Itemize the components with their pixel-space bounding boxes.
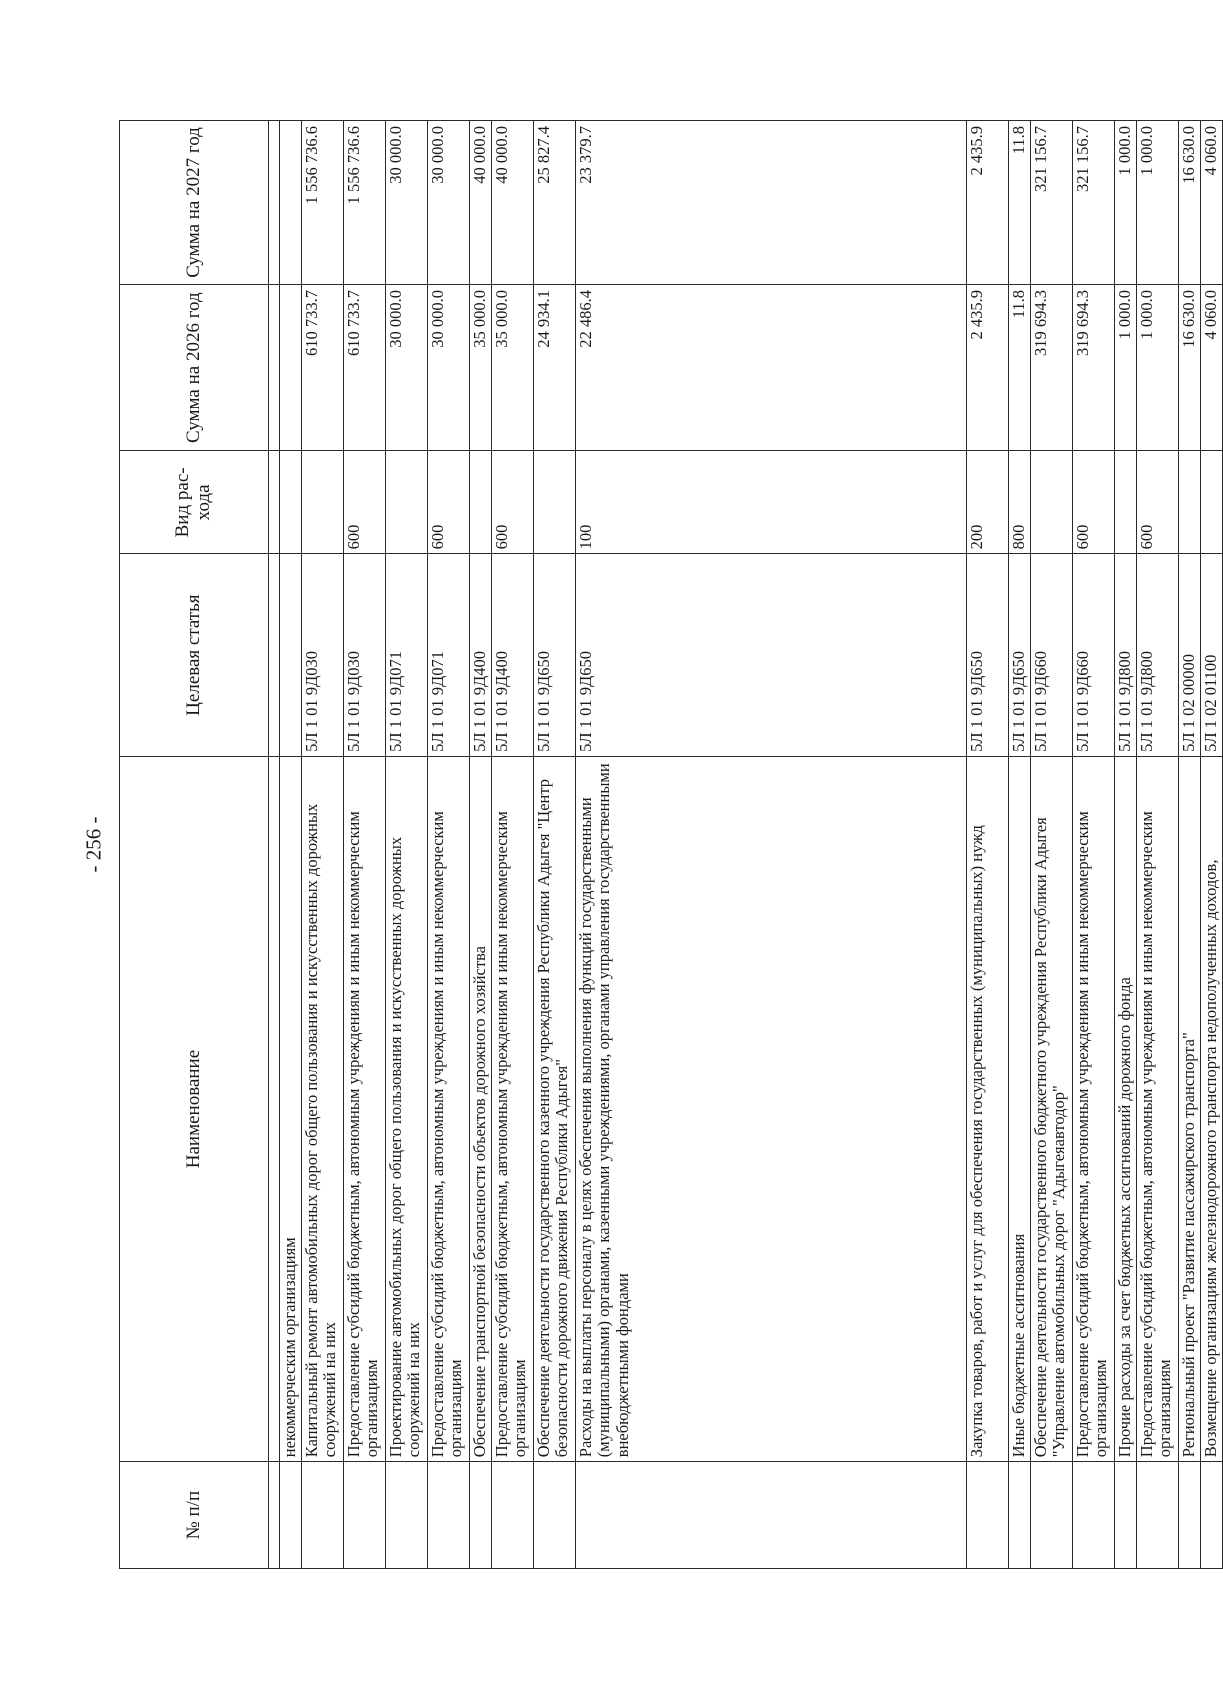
cell-sum-2027: 1 000.0 (1137, 121, 1179, 285)
cell-target: 5Л 1 01 9Д030 (302, 554, 344, 756)
page-number: - 256 - (81, 816, 106, 873)
cell-kind (534, 451, 576, 554)
cell-sum-2027: 23 379.7 (576, 121, 967, 285)
table-row (1201, 121, 1223, 1569)
cell-name: Иные бюджетные ассигнования (1009, 756, 1031, 1461)
cell-name: Региональный проект "Развитие пассажирского транспорта" (1179, 756, 1201, 1461)
cell-kind: 100 (576, 451, 967, 554)
cell-kind (1031, 451, 1073, 554)
cell-kind (1115, 451, 1137, 554)
table-header-row (120, 121, 269, 1569)
cell-name: Расходы на выплаты персоналу в целях обеспечения выполнения функций государственными (муниципальными) органами, казенными учреждениями, органами управления государственными внебюджетными фондами (576, 756, 967, 1461)
cell-target: 5Л 1 01 9Д650 (576, 554, 967, 756)
cell-sum-2027: 321 156.7 (1073, 121, 1115, 285)
table-row (534, 121, 576, 1569)
cell-target: 5Л 1 01 9Д660 (1073, 554, 1115, 756)
cell-name: Капитальный ремонт автомобильных дорог общего пользования и искусственных дорожных сооружений на них (302, 756, 344, 1461)
table-row (344, 121, 386, 1569)
cell-kind (302, 451, 344, 554)
cell-sum-2026: 16 630.0 (1179, 284, 1201, 450)
cell-target: 5Л 1 01 9Д650 (1009, 554, 1031, 756)
table-row (470, 121, 492, 1569)
cell-num (470, 1462, 492, 1569)
cell-sum-2026: 610 733.7 (302, 284, 344, 450)
cell-name: Предоставление субсидий бюджетным, автономным учреждениям и иным некоммерческим организациям (1137, 756, 1179, 1461)
table-row (428, 121, 470, 1569)
cell-sum-2026: 22 486.4 (576, 284, 967, 450)
cell-target: 5Л 1 01 9Д660 (1031, 554, 1073, 756)
cell-sum-2027: 2 435.9 (967, 121, 1009, 285)
cell-sum-2026: 11.8 (1009, 284, 1031, 450)
cell-kind: 600 (428, 451, 470, 554)
cell-target: 5Л 1 02 00000 (1179, 554, 1201, 756)
cell-target: 5Л 1 01 9Д071 (386, 554, 428, 756)
cell-num (386, 1462, 428, 1569)
cell-num (576, 1462, 967, 1569)
table-row (492, 121, 534, 1569)
cell-sum-2027: 4 060.0 (1201, 121, 1223, 285)
cell-name: некоммерческим организациям (280, 756, 302, 1461)
cell-name: Закупка товаров, работ и услуг для обеспечения государственных (муниципальных) нужд (967, 756, 1009, 1461)
cell-sum-2027: 40 000.0 (492, 121, 534, 285)
cell-target: 5Л 1 01 9Д030 (344, 554, 386, 756)
table-row (576, 121, 967, 1569)
cell-num (967, 1462, 1009, 1569)
header-num: № п/п (120, 1462, 269, 1569)
cell-num (1179, 1462, 1201, 1569)
cell-kind: 600 (1137, 451, 1179, 554)
header-target: Целевая статья (120, 554, 269, 756)
cell-sum-2026 (280, 284, 302, 450)
cell-sum-2026: 1 000.0 (1137, 284, 1179, 450)
cell-name: Предоставление субсидий бюджетным, автономным учреждениям и иным некоммерческим организациям (1073, 756, 1115, 1461)
cell-kind: 600 (344, 451, 386, 554)
cell-name: Предоставление субсидий бюджетным, автономным учреждениям и иным некоммерческим организациям (428, 756, 470, 1461)
cell-sum-2027: 30 000.0 (428, 121, 470, 285)
cell-kind (1179, 451, 1201, 554)
cell-num (428, 1462, 470, 1569)
rotated-page-content (119, 120, 1223, 1569)
cell-kind (1201, 451, 1223, 554)
table-row (1073, 121, 1115, 1569)
cell-sum-2026: 30 000.0 (428, 284, 470, 450)
table-row (1115, 121, 1137, 1569)
cell-sum-2026: 319 694.3 (1073, 284, 1115, 450)
cell-num (492, 1462, 534, 1569)
cell-num (1201, 1462, 1223, 1569)
cell-sum-2026: 1 000.0 (1115, 284, 1137, 450)
cell-target: 5Л 1 01 9Д650 (534, 554, 576, 756)
cell-sum-2026: 2 435.9 (967, 284, 1009, 450)
cell-num (302, 1462, 344, 1569)
cell-name: Предоставление субсидий бюджетным, автономным учреждениям и иным некоммерческим организациям (344, 756, 386, 1461)
table-row (1009, 121, 1031, 1569)
cell-kind: 800 (1009, 451, 1031, 554)
cell-num (280, 1462, 302, 1569)
cell-sum-2027: 25 827.4 (534, 121, 576, 285)
table-row (302, 121, 344, 1569)
cell-sum-2027: 1 556 736.6 (344, 121, 386, 285)
cell-sum-2026: 24 934.1 (534, 284, 576, 450)
cell-target: 5Л 1 02 01100 (1201, 554, 1223, 756)
cell-sum-2026: 610 733.7 (344, 284, 386, 450)
table-spacer-row (269, 121, 280, 1569)
cell-kind (280, 451, 302, 554)
cell-target: 5Л 1 01 9Д650 (967, 554, 1009, 756)
cell-sum-2027: 16 630.0 (1179, 121, 1201, 285)
cell-target: 5Л 1 01 9Д800 (1115, 554, 1137, 756)
header-sum-2027: Сумма на 2027 год (120, 121, 269, 285)
cell-sum-2027: 1 556 736.6 (302, 121, 344, 285)
cell-num (1031, 1462, 1073, 1569)
cell-kind: 600 (492, 451, 534, 554)
cell-kind (470, 451, 492, 554)
cell-sum-2027: 1 000.0 (1115, 121, 1137, 285)
cell-target: 5Л 1 01 9Д071 (428, 554, 470, 756)
cell-sum-2026: 30 000.0 (386, 284, 428, 450)
cell-target (280, 554, 302, 756)
cell-name: Обеспечение транспортной безопасности объектов дорожного хозяйства (470, 756, 492, 1461)
budget-table (119, 120, 1223, 1569)
table-row (1137, 121, 1179, 1569)
cell-name: Проектирование автомобильных дорог общего пользования и искусственных дорожных сооружений на них (386, 756, 428, 1461)
cell-name: Обеспечение деятельности государственного казенного учреждения Республики Адыгея "Центр безопасности дорожного движения Республики Адыгея" (534, 756, 576, 1461)
cell-target: 5Л 1 01 9Д400 (492, 554, 534, 756)
cell-sum-2026: 4 060.0 (1201, 284, 1223, 450)
cell-sum-2027: 321 156.7 (1031, 121, 1073, 285)
cell-num (1115, 1462, 1137, 1569)
cell-sum-2026: 35 000.0 (492, 284, 534, 450)
header-kind: Вид рас-хода (120, 451, 269, 554)
table-row (280, 121, 302, 1569)
cell-num (534, 1462, 576, 1569)
cell-sum-2027: 11.8 (1009, 121, 1031, 285)
cell-num (344, 1462, 386, 1569)
cell-kind: 200 (967, 451, 1009, 554)
table-row (967, 121, 1009, 1569)
cell-sum-2027 (280, 121, 302, 285)
cell-target: 5Л 1 01 9Д400 (470, 554, 492, 756)
cell-name: Прочие расходы за счет бюджетных ассигнований дорожного фонда (1115, 756, 1137, 1461)
cell-sum-2027: 40 000.0 (470, 121, 492, 285)
cell-name: Предоставление субсидий бюджетным, автономным учреждениям и иным некоммерческим организациям (492, 756, 534, 1461)
cell-num (1073, 1462, 1115, 1569)
cell-name: Возмещение организациям железнодорожного транспорта недополученных доходов, (1201, 756, 1223, 1461)
header-sum-2026: Сумма на 2026 год (120, 284, 269, 450)
table-row (386, 121, 428, 1569)
table-row (1031, 121, 1073, 1569)
cell-kind (386, 451, 428, 554)
cell-num (1137, 1462, 1179, 1569)
cell-sum-2026: 319 694.3 (1031, 284, 1073, 450)
cell-sum-2027: 30 000.0 (386, 121, 428, 285)
cell-name: Обеспечение деятельности государственного бюджетного учреждения Республики Адыгея "Управление автомобильных дорог "Адыгеяавтодор" (1031, 756, 1073, 1461)
cell-kind: 600 (1073, 451, 1115, 554)
cell-target: 5Л 1 01 9Д800 (1137, 554, 1179, 756)
table-row (1179, 121, 1201, 1569)
cell-num (1009, 1462, 1031, 1569)
cell-sum-2026: 35 000.0 (470, 284, 492, 450)
header-name: Наименование (120, 756, 269, 1461)
